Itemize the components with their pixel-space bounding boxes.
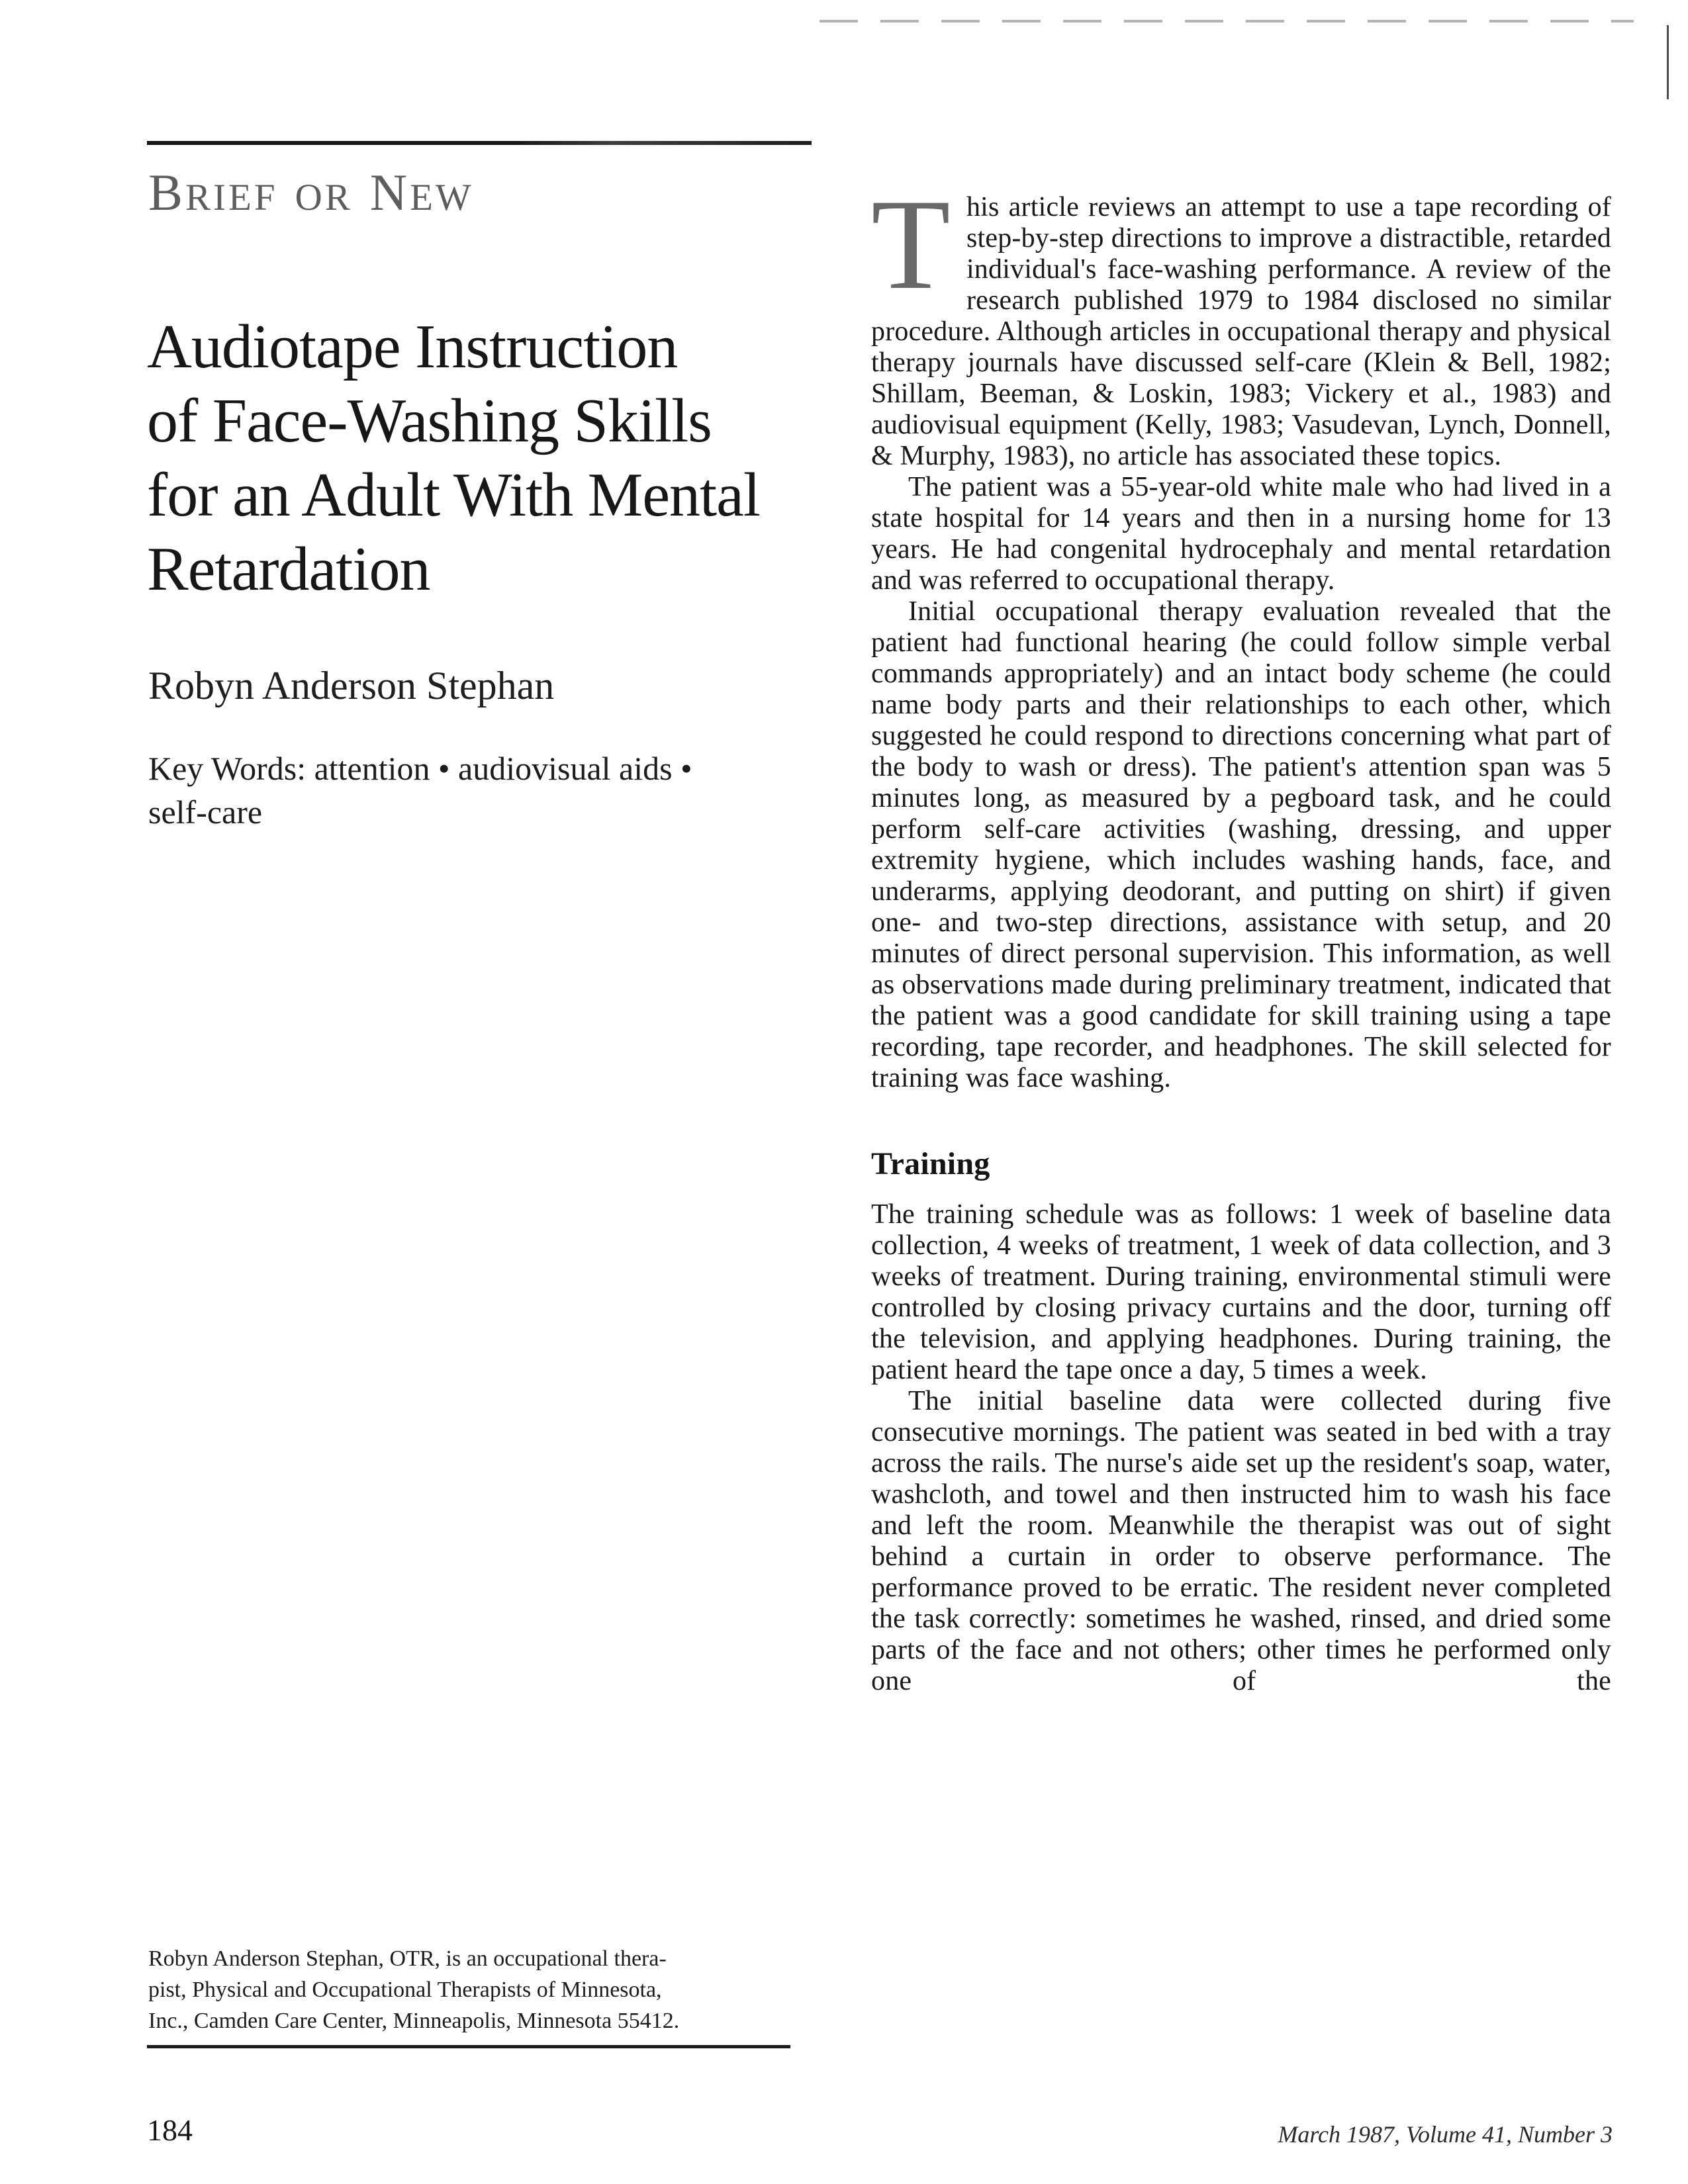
- section-label-word: [148, 163, 278, 224]
- intro-paragraph: [871, 173, 1611, 472]
- scan-artifact-edge-tick: [1667, 25, 1669, 99]
- article-title-line: Retardation: [147, 535, 430, 604]
- body-paragraph: Initial occupational therapy evaluation revealed that the patient had functional hearing (he could follow simple verbal commands appropriately) and an intact body scheme (he could name body parts and their relationships to each other, which suggested he could respond to directions concerning what part of the body to wash or dress). The patient's attention span was 5 minutes long, as measured by a pegboard task, and he could perform self-care activities (washing, dressing, and upper extremity hygiene, which includes washing hands, face, and underarms, applying deodorant, and putting on shirt) if given one- and two-step directions, assistance with setup, and 20 minutes of direct personal supervision. This information, as well as observations made during preliminary treatment, indicated that the patient was a good candidate for skill training using a tape recording, tape recorder, and headphones. The skill selected for training was face washing.: [871, 596, 1611, 1093]
- article-title-line: for an Adult With Mental: [147, 461, 761, 529]
- article-body-column: [871, 173, 1611, 1697]
- section-label-word: [295, 167, 353, 224]
- drop-cap: T: [871, 173, 951, 316]
- intro-paragraph-text: his article reviews an attempt to use a tape recording of step-by-step directions to improve a distractible, retarded individual's face-washing performance. A review of the research published 1979 to 1984 disclosed no similar procedure. Although articles in occupational therapy and physical therapy journals have discussed self-care (Klein & Bell, 1982; Shillam, Beeman, & Loskin, 1983; Vickery et al., 1983) and audiovisual equipment (Kelly, 1983; Vasudevan, Lynch, Donnell, & Murphy, 1983), no article has associated these topics.: [871, 192, 1611, 471]
- author-affiliation-note: [148, 1943, 764, 2036]
- scan-artifact-dashed-line: [820, 20, 1634, 23]
- journal-issue-info: March 1987, Volume 41, Number 3: [1278, 2121, 1613, 2148]
- keywords: [148, 747, 784, 834]
- affiliation-line: Inc., Camden Care Center, Minneapolis, Minnesota 55412.: [148, 2009, 680, 2033]
- keywords-line: self-care: [148, 794, 263, 831]
- section-label-rest: OR: [295, 177, 353, 218]
- section-label-word: [369, 163, 474, 224]
- affiliation-line: Robyn Anderson Stephan, OTR, is an occupational thera-: [148, 1946, 667, 1971]
- section-rule: [147, 141, 812, 145]
- section-label: [148, 163, 486, 224]
- author-name: Robyn Anderson Stephan: [148, 664, 555, 707]
- article-title-line: of Face-Washing Skills: [147, 387, 712, 455]
- body-paragraph: The patient was a 55-year-old white male who had lived in a state hospital for 14 years and then in a nursing home for 13 years. He had congenital hydrocephaly and mental retardation and was referred to occupational therapy.: [871, 472, 1611, 596]
- training-section-heading: Training: [871, 1146, 990, 1181]
- keywords-line: Key Words: attention • audiovisual aids •: [148, 750, 692, 787]
- section-label-initial: B: [148, 163, 186, 221]
- section-label-rest: EW: [410, 177, 474, 218]
- footnote-rule: [147, 2045, 790, 2048]
- training-paragraph: The initial baseline data were collected during five consecutive mornings. The patient was seated in bed with a tray across the rails. The nurse's aide set up the resident's soap, water, washcloth, and towel and then instructed him to wash his face and left the room. Meanwhile the therapist was out of sight behind a curtain in order to observe performance. The performance proved to be erratic. The resident never completed the task correctly: sometimes he washed, rinsed, and dried some parts of the face and not others; other times he performed only one of the: [871, 1386, 1611, 1696]
- page-number: 184: [147, 2113, 193, 2147]
- training-paragraph: The training schedule was as follows: 1 week of baseline data collection, 4 weeks of treatment, 1 week of data collection, and 3 weeks of treatment. During training, environmental stimuli were controlled by closing privacy curtains and the door, turning off the television, and applying headphones. During training, the patient heard the tape once a day, 5 times a week.: [871, 1199, 1611, 1385]
- affiliation-line: pist, Physical and Occupational Therapists of Minnesota,: [148, 1978, 662, 2002]
- article-title: [147, 310, 816, 606]
- section-label-rest: RIEF: [185, 177, 278, 218]
- article-title-line: Audiotape Instruction: [147, 312, 678, 381]
- section-label-initial: N: [369, 163, 410, 221]
